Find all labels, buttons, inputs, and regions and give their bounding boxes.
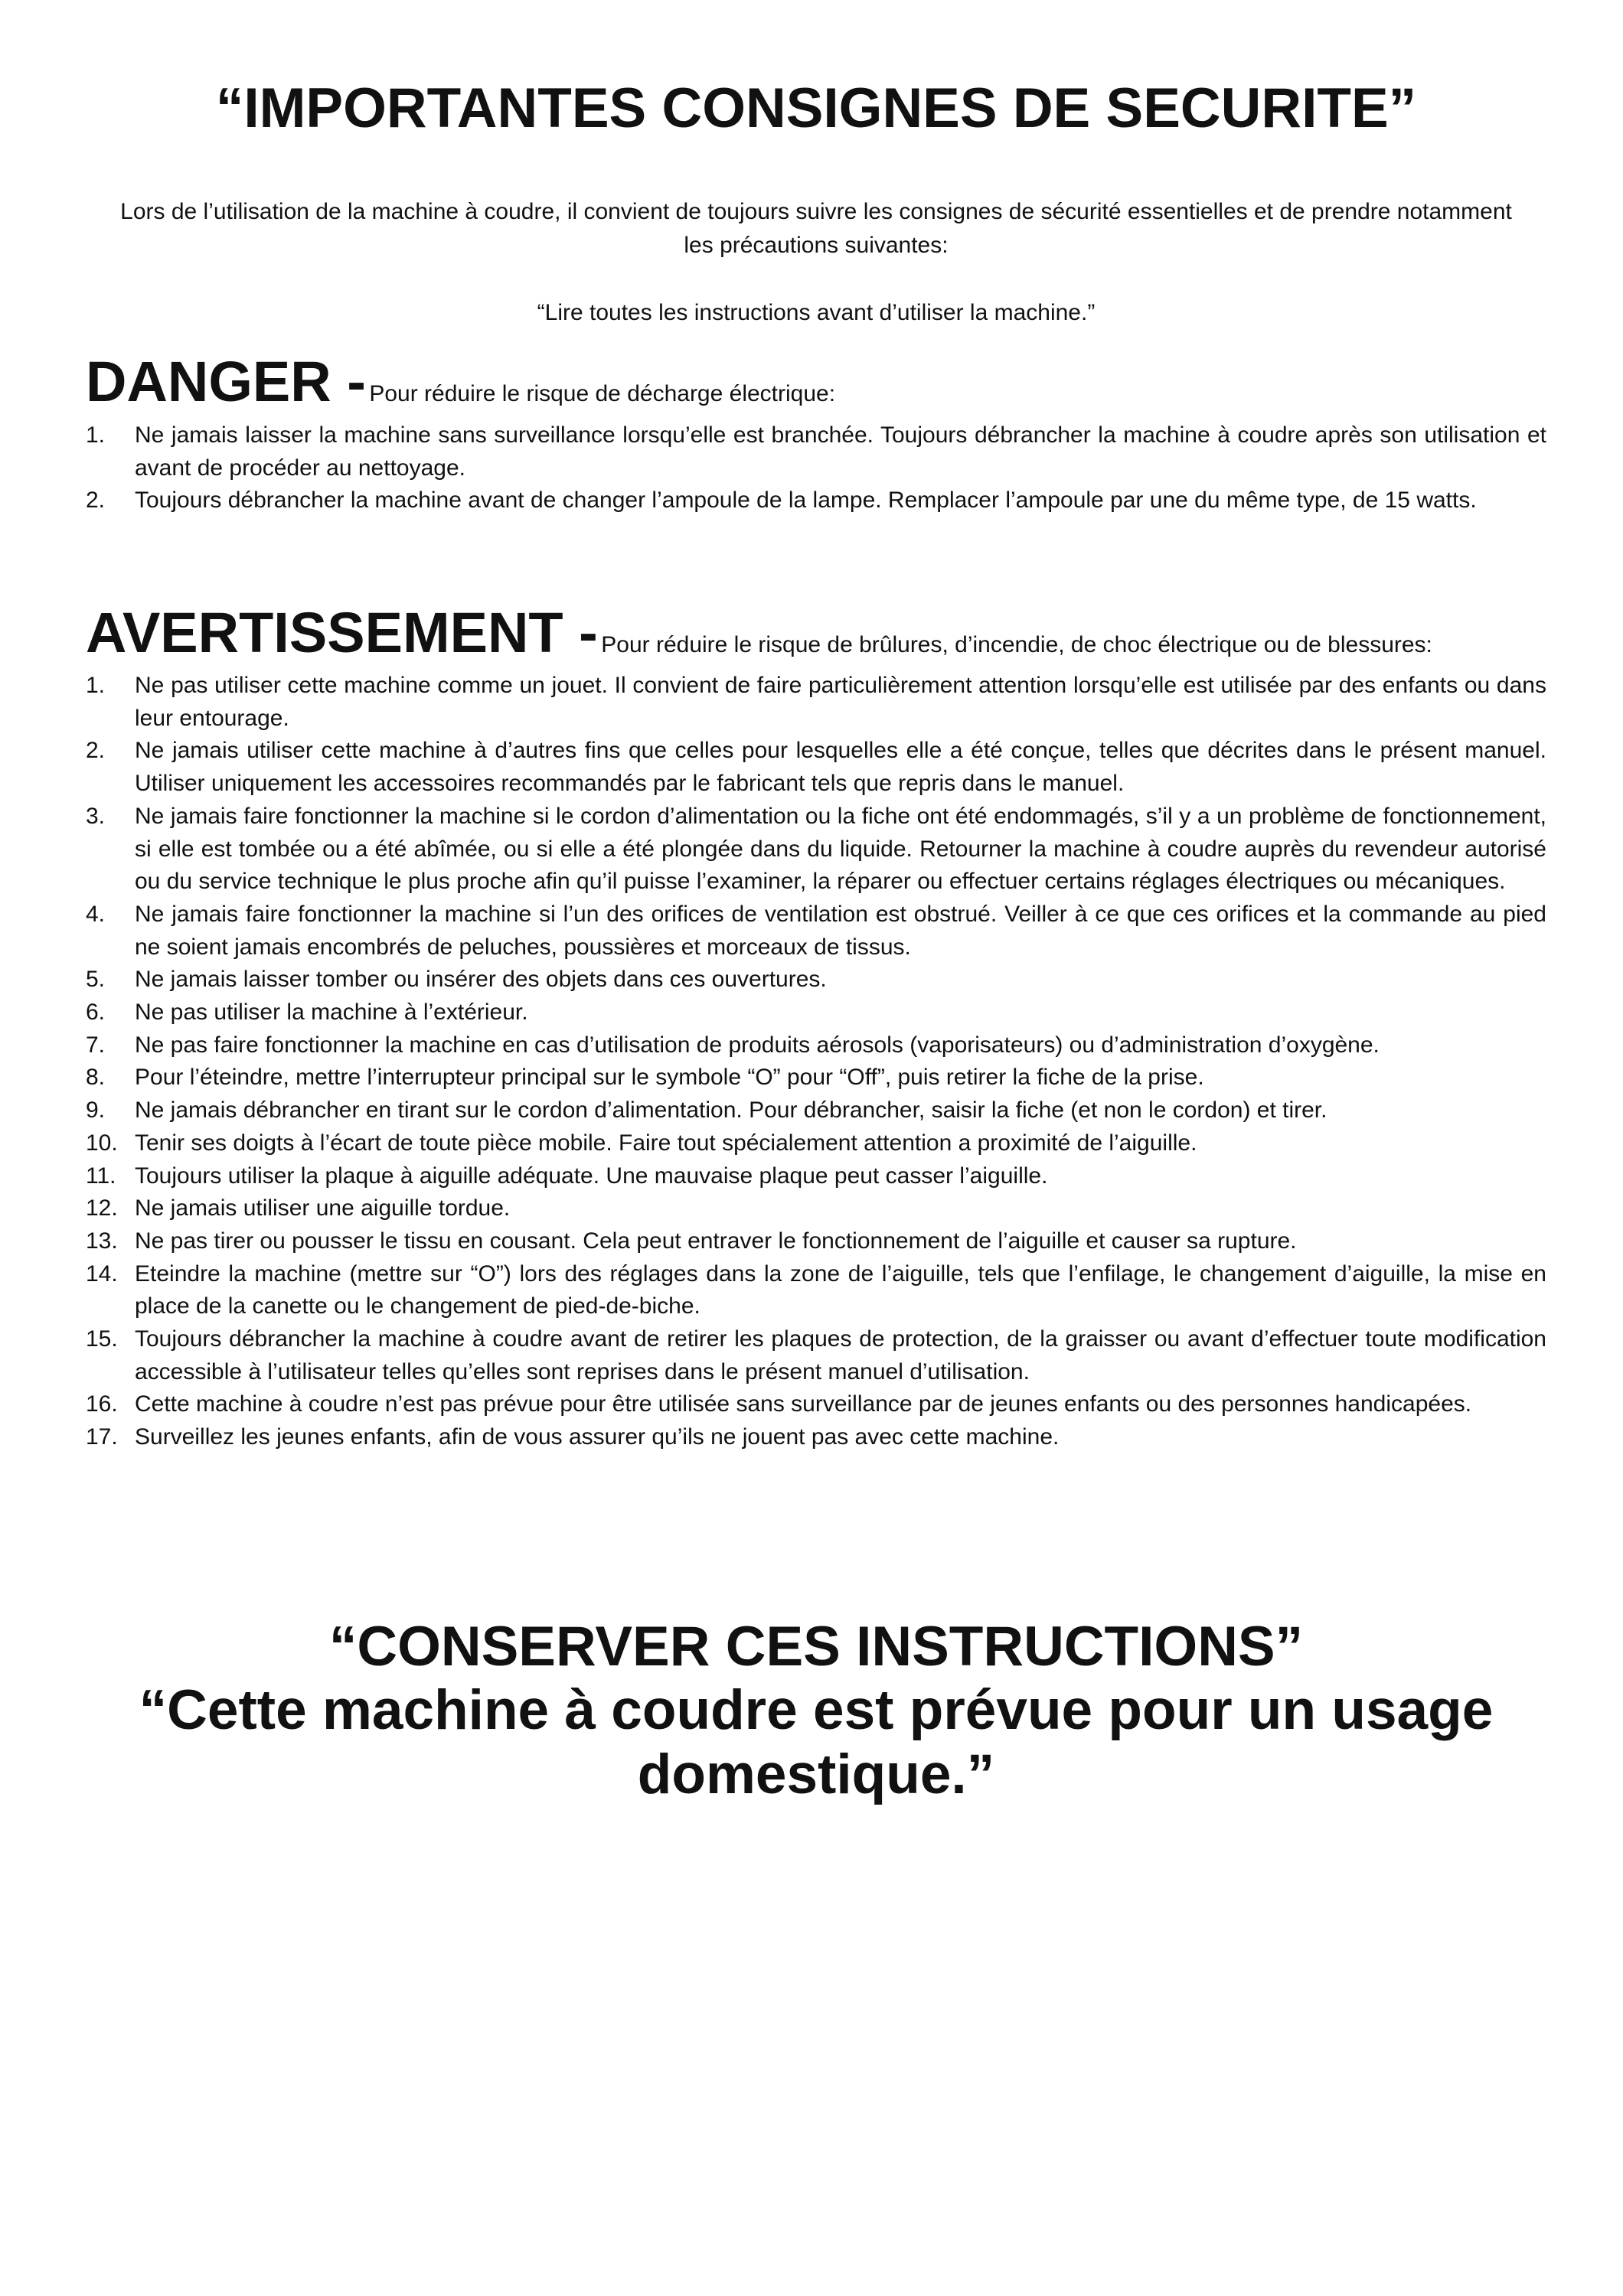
item-text: Toujours utiliser la plaque à aiguille adéquate. Une mauvaise plaque peut casser l’aiguille. bbox=[135, 1163, 1048, 1189]
item-text: Ne pas utiliser la machine à l’extérieur. bbox=[135, 1000, 528, 1026]
item-text: Ne jamais utiliser une aiguille tordue. bbox=[135, 1195, 511, 1221]
item-number: 14. bbox=[86, 1261, 118, 1287]
danger-list bbox=[86, 419, 1546, 517]
item-text: Pour l’éteindre, mettre l’interrupteur principal sur le symbole “O” pour “Off”, puis retirer la fiche de la prise. bbox=[135, 1065, 1204, 1091]
item-number: 15. bbox=[86, 1326, 118, 1352]
item-text: Eteindre la machine (mettre sur “O”) lors des réglages dans la zone de l’aiguille, tels que l’enfilage, le changement d’aiguille, la mise en place de la canette ou le changement de pied-de-biche. bbox=[135, 1261, 1546, 1319]
danger-heading bbox=[86, 350, 1546, 413]
list-item bbox=[86, 1094, 1546, 1127]
item-number: 6. bbox=[86, 1000, 106, 1026]
item-number: 12. bbox=[86, 1195, 118, 1221]
item-text: Tenir ses doigts à l’écart de toute pièce mobile. Faire tout spécialement attention a proximité de l’aiguille. bbox=[135, 1130, 1197, 1156]
warning-list bbox=[86, 670, 1546, 1454]
danger-subtitle: Pour réduire le risque de décharge électrique: bbox=[369, 381, 836, 406]
intro-paragraph: Lors de l’utilisation de la machine à coudre, il convient de toujours suivre les consignes de sécurité essentielles et de prendre notamment les précautions suivantes: bbox=[120, 199, 1512, 258]
item-text: Ne jamais débrancher en tirant sur le cordon d’alimentation. Pour débrancher, saisir la fiche (et non le cordon) et tirer. bbox=[135, 1097, 1327, 1124]
list-item bbox=[86, 419, 1546, 484]
danger-title: DANGER - bbox=[86, 350, 366, 413]
item-text: Toujours débrancher la machine avant de changer l’ampoule de la lampe. Remplacer l’ampoule par une du même type, de 15 watts. bbox=[135, 488, 1477, 514]
list-item bbox=[86, 1258, 1546, 1323]
item-text: Ne jamais laisser tomber ou insérer des objets dans ces ouvertures. bbox=[135, 967, 827, 993]
item-number: 2. bbox=[86, 488, 106, 514]
list-item bbox=[86, 1388, 1546, 1421]
keep-instructions-title: “CONSERVER CES INSTRUCTIONS” bbox=[328, 1616, 1304, 1678]
item-number: 3. bbox=[86, 803, 106, 829]
item-text: Surveillez les jeunes enfants, afin de vous assurer qu’ils ne jouent pas avec cette machine. bbox=[135, 1424, 1060, 1450]
page-title: “IMPORTANTES CONSIGNES DE SECURITE” bbox=[215, 77, 1417, 139]
warning-heading bbox=[86, 601, 1546, 664]
item-text: Ne pas faire fonctionner la machine en cas d’utilisation de produits aérosols (vaporisateurs) ou d’administration d’oxygène. bbox=[135, 1032, 1380, 1058]
list-item bbox=[86, 1225, 1546, 1258]
warning-subtitle: Pour réduire le risque de brûlures, d’incendie, de choc électrique ou de blessures: bbox=[601, 632, 1432, 657]
item-number: 5. bbox=[86, 967, 106, 993]
list-item bbox=[86, 899, 1546, 964]
list-item bbox=[86, 1062, 1546, 1094]
list-item bbox=[86, 964, 1546, 996]
item-number: 17. bbox=[86, 1424, 118, 1450]
warning-title: AVERTISSEMENT - bbox=[86, 601, 598, 664]
item-number: 8. bbox=[86, 1065, 106, 1091]
item-text: Ne jamais utiliser cette machine à d’autres fins que celles pour lesquelles elle a été conçue, telles que décrites dans le présent manuel. Utiliser uniquement les accessoires recommandés par le fabricant tels que repris dans le manuel. bbox=[135, 738, 1546, 797]
list-item bbox=[86, 670, 1546, 735]
item-number: 16. bbox=[86, 1391, 118, 1417]
list-item bbox=[86, 996, 1546, 1029]
item-number: 1. bbox=[86, 422, 106, 448]
item-number: 1. bbox=[86, 673, 106, 698]
household-use-statement: “Cette machine à coudre est prévue pour un usage domestique.” bbox=[139, 1679, 1494, 1805]
list-item bbox=[86, 1323, 1546, 1388]
list-item bbox=[86, 1127, 1546, 1160]
item-number: 4. bbox=[86, 901, 106, 927]
list-item bbox=[86, 1029, 1546, 1062]
item-text: Ne pas tirer ou pousser le tissu en cousant. Cela peut entraver le fonctionnement de l’aiguille et causer sa rupture. bbox=[135, 1228, 1297, 1254]
list-item bbox=[86, 1160, 1546, 1193]
item-text: Ne jamais laisser la machine sans surveillance lorsqu’elle est branchée. Toujours débrancher la machine à coudre après son utilisation et avant de procéder au nettoyage. bbox=[135, 422, 1546, 481]
item-number: 13. bbox=[86, 1228, 118, 1254]
item-text: Ne pas utiliser cette machine comme un jouet. Il convient de faire particulièrement attention lorsqu’elle est utilisée par des enfants ou dans leur entourage. bbox=[135, 673, 1546, 731]
item-text: Ne jamais faire fonctionner la machine si l’un des orifices de ventilation est obstrué. Veiller à ce que ces orifices et la commande au pied ne soient jamais encombrés de peluches, poussières et morceaux de tissus. bbox=[135, 901, 1546, 960]
item-number: 11. bbox=[86, 1163, 116, 1189]
item-number: 9. bbox=[86, 1097, 106, 1124]
read-instructions-note: “Lire toutes les instructions avant d’utiliser la machine.” bbox=[537, 300, 1096, 325]
list-item bbox=[86, 801, 1546, 899]
item-number: 2. bbox=[86, 738, 106, 764]
list-item bbox=[86, 735, 1546, 800]
item-text: Ne jamais faire fonctionner la machine si le cordon d’alimentation ou la fiche ont été endommagés, s’il y a un problème de fonctionnement, si elle est tombée ou a été abîmée, ou si elle a été plongée dans du liquide. Retourner la machine à coudre auprès du revendeur autorisé ou du service technique le plus proche afin qu’il puisse l’examiner, la réparer ou effectuer certains réglages électriques ou mécaniques. bbox=[135, 803, 1546, 895]
item-number: 10. bbox=[86, 1130, 118, 1156]
item-number: 7. bbox=[86, 1032, 106, 1058]
item-text: Cette machine à coudre n’est pas prévue pour être utilisée sans surveillance par de jeunes enfants ou des personnes handicapées. bbox=[135, 1391, 1472, 1417]
item-text: Toujours débrancher la machine à coudre avant de retirer les plaques de protection, de la graisser ou avant d’effectuer toute modification accessible à l’utilisateur telles qu’elles sont reprises dans le présent manuel d’utilisation. bbox=[135, 1326, 1546, 1384]
list-item bbox=[86, 1192, 1546, 1225]
list-item bbox=[86, 1421, 1546, 1454]
list-item bbox=[86, 484, 1546, 517]
